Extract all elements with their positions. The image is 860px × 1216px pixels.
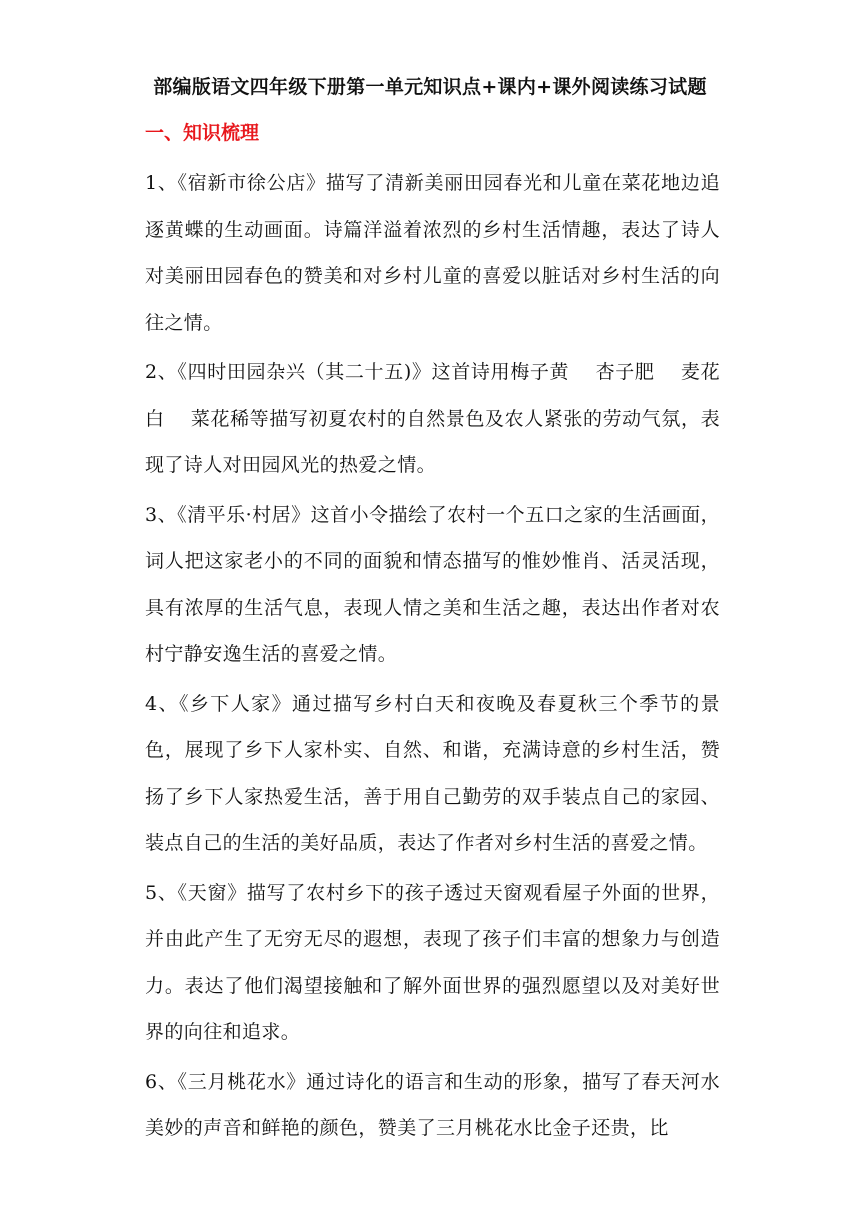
paragraph-5: 5、《天窗》描写了农村乡下的孩子透过天窗观看屋子外面的世界，并由此产生了无穷无尽的遐想，表现了孩子们丰富的想象力与创造力。表达了他们渴望接触和了解外面世界的强烈愿望以及对美好世界的向往和追求。 bbox=[145, 881, 720, 1043]
page-title: 部编版语文四年级下册第一单元知识点+课内+课外阅读练习试题 bbox=[153, 76, 707, 98]
paragraph-6: 6、《三月桃花水》通过诗化的语言和生动的形象，描写了春天河水美妙的声音和鲜艳的颜色，赞美了三月桃花水比金子还贵，比 bbox=[145, 1070, 720, 1139]
section-heading: 一、知识梳理 bbox=[145, 122, 260, 144]
paragraph-4: 4、《乡下人家》通过描写乡村白天和夜晚及春夏秋三个季节的景色，展现了乡下人家朴实、自然、和谐，充满诗意的乡村生活，赞扬了乡下人家热爱生活，善于用自己勤劳的双手装点自己的家园、装点自己的生活的美好品质，表达了作者对乡村生活的喜爱之情。 bbox=[145, 692, 720, 854]
paragraph-3: 3、《清平乐·村居》这首小令描绘了农村一个五口之家的生活画面，词人把这家老小的不同的面貌和情态描写的惟妙惟肖、活灵活现，具有浓厚的生活气息，表现人情之美和生活之趣，表达出作者对农村宁静安逸生活的喜爱之情。 bbox=[145, 503, 720, 665]
paragraph-list bbox=[145, 160, 720, 1155]
paragraph-1: 1、《宿新市徐公店》描写了清新美丽田园春光和儿童在菜花地边追逐黄蝶的生动画面。诗篇洋溢着浓烈的乡村生活情趣，表达了诗人对美丽田园春色的赞美和对乡村儿童的喜爱以脏话对乡村生活的向往之情。 bbox=[145, 172, 720, 334]
paragraph-2: 2、《四时田园杂兴（其二十五)》这首诗用梅子黄 杏子肥 麦花白 菜花稀等描写初夏农村的自然景色及农人紧张的劳动气氛，表现了诗人对田园风光的热爱之情。 bbox=[145, 361, 720, 476]
